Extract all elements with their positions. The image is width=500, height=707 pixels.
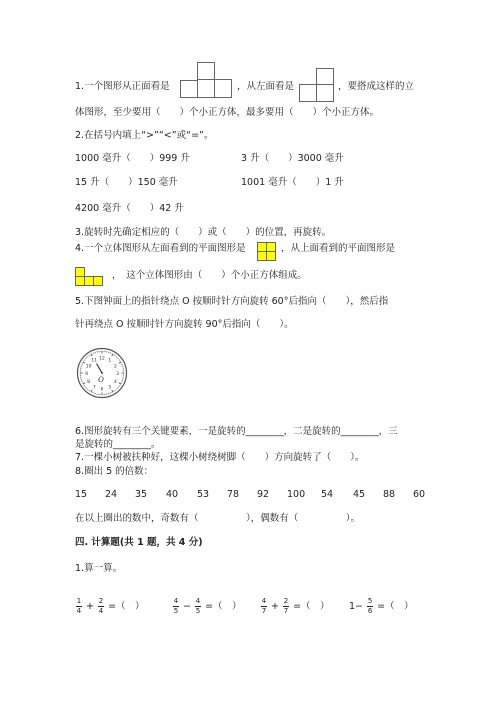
clock-number: 7 <box>92 385 96 391</box>
clock-number: 5 <box>108 385 112 391</box>
clock-number: 1 <box>108 358 112 364</box>
q8-number: 15 <box>75 489 88 500</box>
clock-number: 6 <box>100 387 104 393</box>
front-view-figure <box>180 62 235 98</box>
clock-face <box>76 347 128 399</box>
q5-line1: 5.下图钟面上的指针绕点 O 按顺时针方向旋转 60°后指向（ ），然后指 <box>75 296 389 307</box>
clock-number: 3 <box>116 372 119 377</box>
clock-number: 12 <box>99 356 105 362</box>
q6-line1: 6.图形旋转有三个关键要素，一是旋转的________，二是旋转的________，三 <box>75 426 398 437</box>
q2-item-2: 3 升（ ）3000 毫升 <box>241 153 344 164</box>
q2-item-5: 4200 毫升（ ）42 升 <box>75 203 184 214</box>
calc-expr-4: 1− $\frac{5}{6}$ =（ ） <box>349 597 414 615</box>
clock-number: 2 <box>113 364 117 370</box>
calc-expr-1: $\frac{1}{4}$ + $\frac{2}{4}$ =（ ） <box>76 597 145 615</box>
q8-number: 54 <box>321 489 334 500</box>
q4-line2: ， 这个立体图形由（ ）个小正方体组成。 <box>112 270 307 281</box>
q8-number: 53 <box>197 489 210 500</box>
q8-number: 100 <box>287 489 306 500</box>
q3-text: 3.旋转时先确定相应的（ ）或（ ）的位置，再旋转。 <box>75 227 332 238</box>
q8-number: 92 <box>257 489 270 500</box>
left-view-figure <box>299 68 339 102</box>
q7-text: 7.一棵小树被扶种好，这棵小树绕树脚（ ）方向旋转了（ ）。 <box>75 452 365 463</box>
q8-number: 24 <box>105 489 118 500</box>
q8-number: 78 <box>227 489 240 500</box>
clock-number: 4 <box>113 379 117 385</box>
q8-number-row <box>75 488 435 502</box>
q6-line2: 是旋转的________。 <box>75 439 161 450</box>
q4-line1-b: ，从上面看到的平面图形是 <box>281 243 396 254</box>
q8-summary: 在以上圈出的数中，奇数有（ ），偶数有（ ）。 <box>75 513 361 524</box>
q1-line2: 体图形，至少要用（ ）个小正方体，最多要用（ ）个小正方体。 <box>75 107 380 118</box>
clock-center-label: O <box>98 376 104 384</box>
q2-item-4: 1001 毫升（ ）1 升 <box>241 177 344 188</box>
q4-line1-a: 4.一个立体图形从左面看到的平面图形是 <box>75 243 246 254</box>
q1-line1-c: ，要搭成这样的立 <box>338 81 415 92</box>
calc-expr-2: $\frac{4}{5}$ − $\frac{4}{5}$ =（ ） <box>173 597 242 615</box>
q5-line2: 针再绕点 O 按顺时针方向旋转 90°后指向（ ）。 <box>75 319 294 330</box>
q1-line1-b: ，从左面看是 <box>237 81 295 92</box>
q2-item-3: 15 升（ ）150 毫升 <box>75 177 178 188</box>
q8-number: 60 <box>413 489 426 500</box>
clock-number: 11 <box>91 358 98 364</box>
clock-number: 9 <box>85 372 88 377</box>
clock-number: 8 <box>87 379 91 385</box>
q1-line1-a: 1.一个图形从正面看是 <box>75 81 170 92</box>
q8-number: 88 <box>383 489 396 500</box>
q2-title: 2.在括号内填上“>”“<”或“=”。 <box>75 130 214 141</box>
section4-q1-title: 1.算一算。 <box>75 563 123 574</box>
q8-title: 8.圈出 5 的倍数： <box>75 466 154 477</box>
q2-item-1: 1000 毫升（ ）999 升 <box>75 153 190 164</box>
q8-number: 40 <box>166 489 179 500</box>
q8-number: 45 <box>353 489 366 500</box>
section4-title: 四. 计算题(共 1 题，共 4 分) <box>75 537 203 548</box>
q8-number: 35 <box>135 489 148 500</box>
calc-expr-3: $\frac{4}{7}$ + $\frac{2}{7}$ =（ ） <box>261 597 330 615</box>
calc-expressions <box>75 598 435 618</box>
q4-left-view-figure <box>257 242 279 264</box>
q4-top-view-figure <box>75 267 107 289</box>
clock-number: 10 <box>85 364 92 370</box>
